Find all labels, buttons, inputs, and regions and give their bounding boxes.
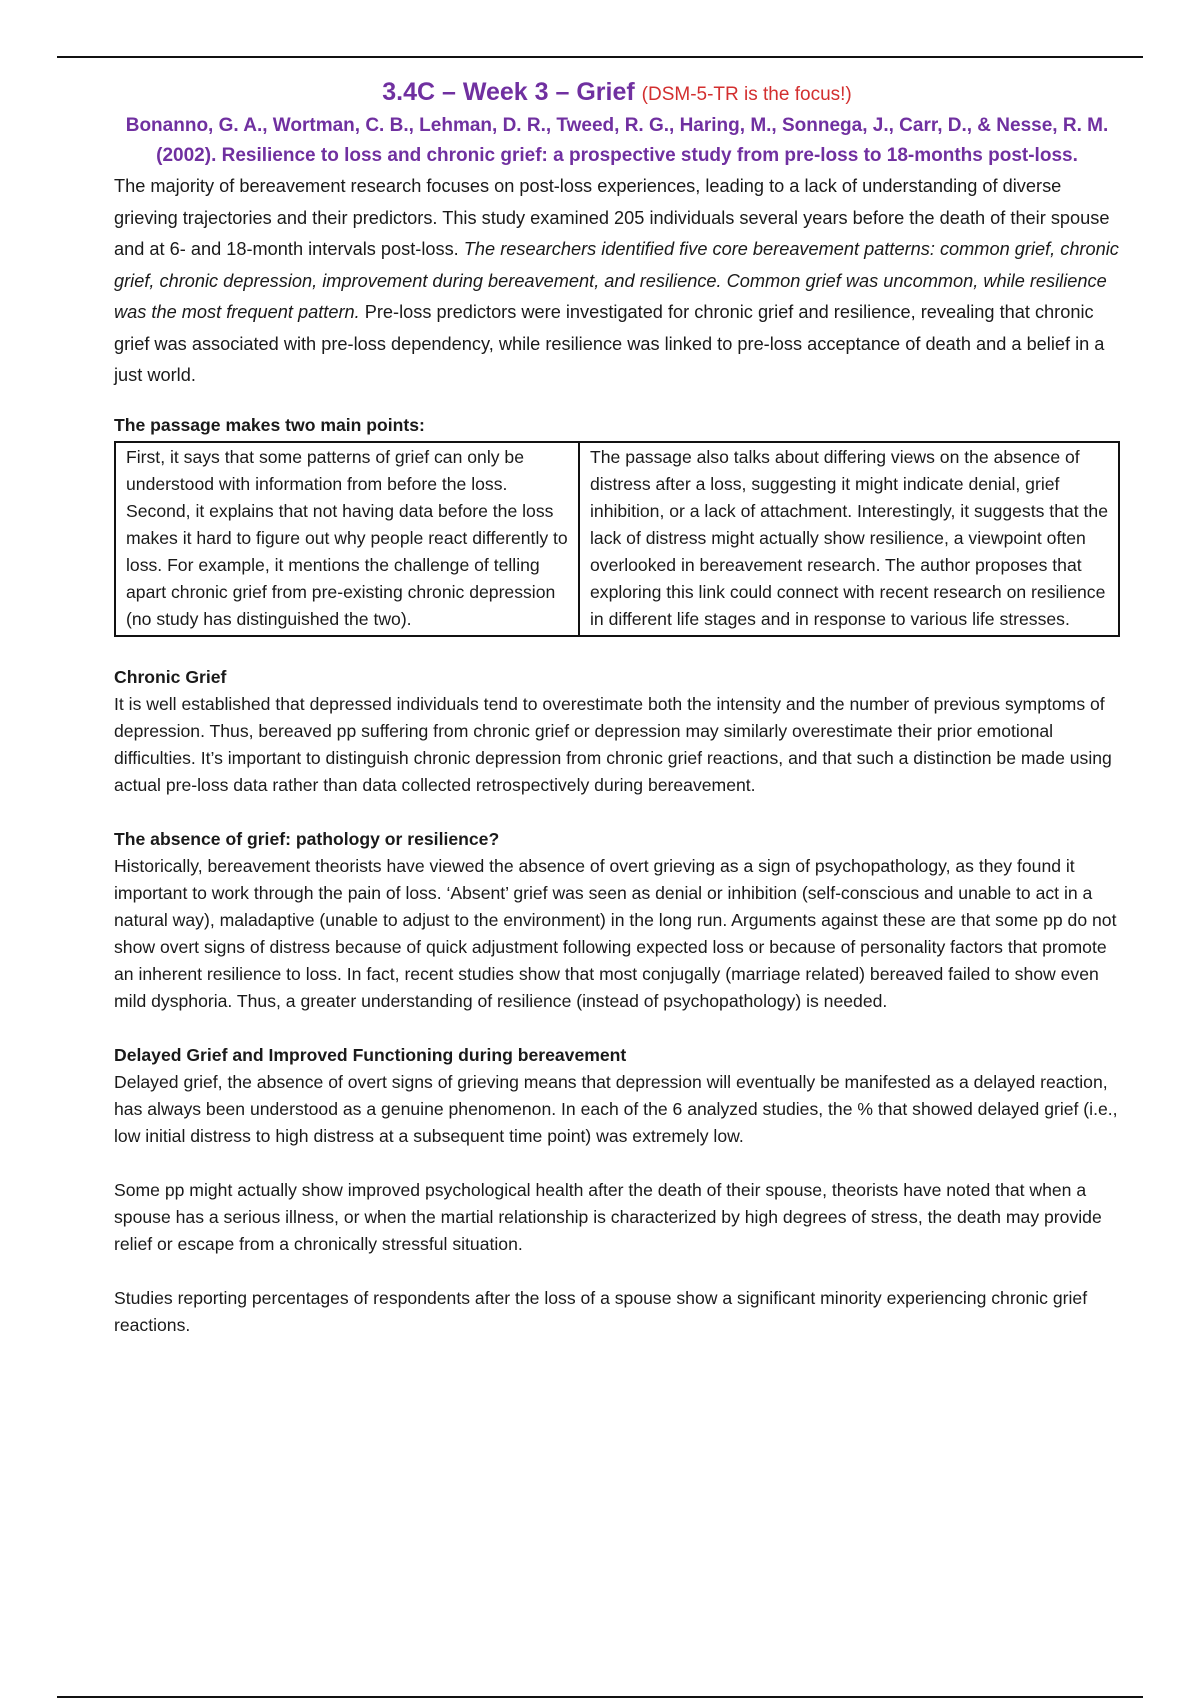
delayed-text-2: Some pp might actually show improved psychological health after the death of their spouse, theorists have noted that when a spouse has a serious illness, or when the martial relationship is characterized by high degrees of stress, the death may provide relief or escape from a chronically stressful situation. xyxy=(114,1179,1102,1254)
point-left: First, it says that some patterns of grief can only be understood with information from before the loss. Second, it explains that not having data before the loss makes it hard to figure out why people react differently to loss. For example, it mentions the challenge of telling apart chronic grief from pre-existing chronic depression (no study has distinguished the two). xyxy=(115,442,579,636)
intro-italic: The researchers identified five core bereavement patterns: common grief, chronic grief, chronic depression, improvement during bereavement, and resilience. Common grief was uncommon, while resilience was the most frequent pattern. xyxy=(114,239,1119,322)
chronic-grief-text: It is well established that depressed individuals tend to overestimate both the intensity and the number of previous symptoms of depression. Thus, bereaved pp suffering from chronic grief or depression may similarly overestimate their prior emotional difficulties. It’s important to distinguish chronic depression from chronic grief reactions, and that such a distinction be made using actual pre-loss data rather than data collected retrospectively during bereavement. xyxy=(114,693,1112,795)
points-heading: The passage makes two main points: xyxy=(114,414,425,435)
absence-text: Historically, bereavement theorists have viewed the absence of overt grieving as a sign of psychopathology, as they found it important to work through the pain of loss. ‘Absent’ grief was seen as denial or inhibition (self-conscious and unable to act in a natural way), maladaptive (unable to adjust to the environment) in the long run. Arguments against these are that some pp do not show overt signs of distress because of quick adjustment following expected loss or because of personality factors that promote an inherent resilience to loss. In fact, recent studies show that most conjugally (marriage related) bereaved failed to show even mild dysphoria. Thus, a greater understanding of resilience (instead of psychopathology) is needed. xyxy=(114,855,1117,1011)
delayed-text-1: Delayed grief, the absence of overt signs of grieving means that depression will eventually be manifested as a delayed reaction, has always been understood as a genuine phenomenon. In each of the 6 analyzed studies, the % that showed delayed grief (i.e., low initial distress to high distress at a subsequent time point) was extremely low. xyxy=(114,1071,1118,1146)
citation: Bonanno, G. A., Wortman, C. B., Lehman, D. R., Tweed, R. G., Haring, M., Sonnega, J., Carr, D., & Nesse, R. M. (2002). Resilience to loss and chronic grief: a prospective study from pre-loss to 18-months post-loss. xyxy=(125,115,1109,166)
document-page xyxy=(114,76,1120,1339)
point-right: The passage also talks about differing views on the absence of distress after a loss, suggesting it might indicate denial, grief inhibition, or a lack of attachment. Interestingly, it suggests that the lack of distress might actually show resilience, a viewpoint often overlooked in bereavement research. The author proposes that exploring this link could connect with recent research on resilience in different life stages and in response to various life stresses. xyxy=(579,442,1119,636)
delayed-text-3: Studies reporting percentages of respondents after the loss of a spouse show a significant minority experiencing chronic grief reactions. xyxy=(114,1287,1088,1335)
top-rule xyxy=(57,56,1143,58)
page-title xyxy=(114,76,1120,111)
absence-heading: The absence of grief: pathology or resilience? xyxy=(114,828,500,849)
intro-paragraph xyxy=(114,171,1120,392)
chronic-grief-heading: Chronic Grief xyxy=(114,666,227,687)
points-table xyxy=(114,441,1120,637)
bottom-rule xyxy=(57,1696,1143,1698)
points-row xyxy=(115,442,1119,636)
title-focus-note: (DSM-5-TR is the focus!) xyxy=(641,84,852,105)
delayed-heading: Delayed Grief and Improved Functioning during bereavement xyxy=(114,1044,627,1065)
title-main: 3.4C – Week 3 – Grief xyxy=(382,78,635,106)
intro-part1: The majority of bereavement research focuses on post-loss experiences, leading to a lack of understanding of diverse grieving trajectories and their predictors. This study examined 205 individuals several years before the death of their spouse and at 6- and 18-month intervals post-loss. xyxy=(114,176,1110,259)
intro-part2: Pre-loss predictors were investigated for chronic grief and resilience, revealing that chronic grief was associated with pre-loss dependency, while resilience was linked to pre-loss acceptance of death and a belief in a just world. xyxy=(114,302,1105,385)
